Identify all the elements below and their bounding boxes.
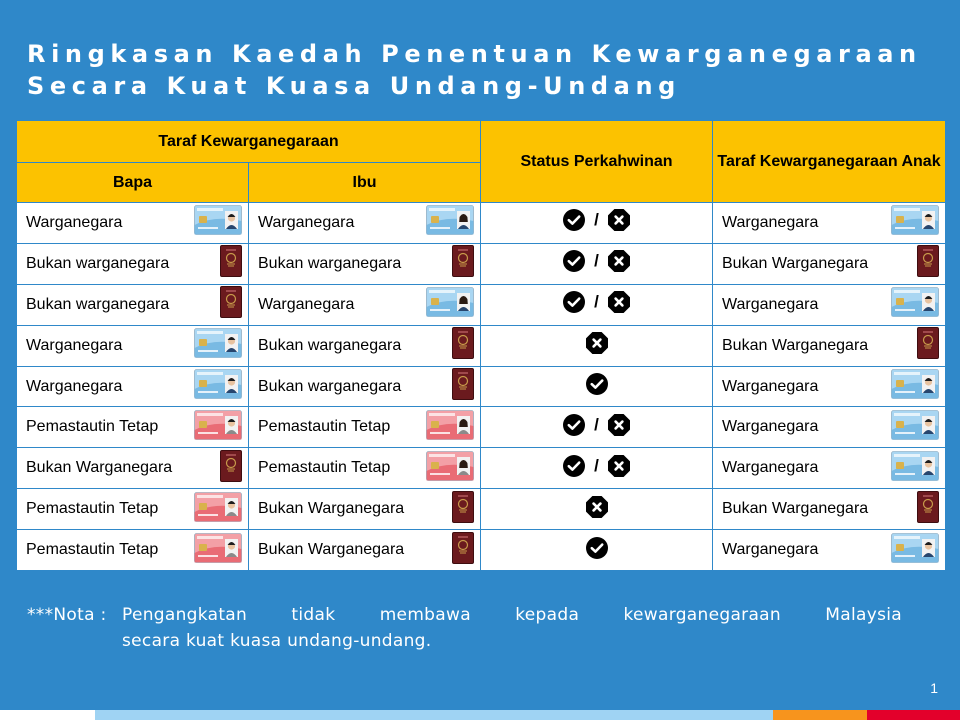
table-row	[17, 407, 946, 448]
header-mother: Ibu	[249, 163, 481, 203]
passport-icon	[220, 450, 242, 487]
header-marital-status: Status Perkahwinan	[481, 121, 713, 203]
child-cell	[713, 203, 946, 244]
mother-cell	[249, 284, 481, 325]
marital-status-cell	[481, 203, 713, 244]
father-status-text: Warganegara	[26, 336, 123, 354]
child-cell	[713, 448, 946, 489]
title-line-2: Secara Kuat Kuasa Undang-Undang	[27, 72, 681, 100]
passport-icon	[452, 368, 474, 405]
marital-status-cell	[481, 448, 713, 489]
cross-icon	[585, 331, 609, 355]
passport-icon	[220, 286, 242, 323]
mother-status-text: Bukan Warganegara	[258, 541, 405, 559]
table-row	[17, 448, 946, 489]
table-row	[17, 203, 946, 244]
mother-status-text: Bukan warganegara	[258, 377, 402, 395]
passport-icon	[452, 491, 474, 528]
child-cell	[713, 243, 946, 284]
table-row	[17, 530, 946, 571]
status-separator: /	[594, 414, 599, 434]
mother-cell	[249, 448, 481, 489]
father-cell	[17, 366, 249, 407]
check-icon	[562, 208, 586, 232]
child-cell	[713, 366, 946, 407]
marital-status-cell	[481, 530, 713, 571]
cross-icon	[607, 208, 631, 232]
mykad-blue-female-icon	[426, 205, 474, 240]
status-separator: /	[594, 251, 599, 271]
child-cell	[713, 489, 946, 530]
father-status-text: Pemastautin Tetap	[26, 418, 159, 436]
child-cell	[713, 407, 946, 448]
marital-status-cell	[481, 366, 713, 407]
mother-cell	[249, 203, 481, 244]
father-cell	[17, 284, 249, 325]
check-icon	[562, 290, 586, 314]
passport-icon	[917, 327, 939, 364]
passport-icon	[452, 532, 474, 569]
father-status-text: Warganegara	[26, 213, 123, 231]
father-cell	[17, 530, 249, 571]
mother-cell	[249, 366, 481, 407]
mykad-blue-icon	[891, 205, 939, 240]
child-status-text: Bukan Warganegara	[722, 336, 869, 354]
mypr-red-icon	[194, 492, 242, 527]
mypr-red-female-icon	[426, 410, 474, 445]
marital-status-cell	[481, 243, 713, 284]
mother-cell	[249, 530, 481, 571]
citizenship-table	[16, 120, 946, 571]
mykad-blue-icon	[194, 328, 242, 363]
footnote-label: ***Nota :	[27, 605, 107, 625]
status-separator: /	[594, 292, 599, 312]
table-row	[17, 284, 946, 325]
table-row	[17, 366, 946, 407]
child-status-text: Warganegara	[722, 377, 819, 395]
mykad-blue-icon	[194, 369, 242, 404]
child-status-text: Warganegara	[722, 295, 819, 313]
header-father: Bapa	[17, 163, 249, 203]
check-icon	[562, 249, 586, 273]
cross-icon	[607, 454, 631, 478]
footnote-line-2: secara kuat kuasa undang-undang.	[122, 631, 432, 651]
cross-icon	[607, 249, 631, 273]
mother-status-text: Pemastautin Tetap	[258, 418, 391, 436]
header-child-status: Taraf Kewarganegaraan Anak	[713, 121, 946, 203]
mother-cell	[249, 407, 481, 448]
passport-icon	[220, 245, 242, 282]
mother-status-text: Pemastautin Tetap	[258, 459, 391, 477]
status-separator: /	[594, 210, 599, 230]
mykad-blue-icon	[891, 287, 939, 322]
father-status-text: Warganegara	[26, 377, 123, 395]
table-row	[17, 243, 946, 284]
passport-icon	[917, 245, 939, 282]
footnote	[27, 602, 902, 654]
marital-status-cell	[481, 284, 713, 325]
child-cell	[713, 284, 946, 325]
footer-color-bar	[0, 710, 960, 720]
check-icon	[562, 454, 586, 478]
mypr-red-female-icon	[426, 451, 474, 486]
footnote-line-1: Pengangkatan tidak membawa kepada kewarganegaraan Malaysia	[122, 605, 902, 625]
father-status-text: Pemastautin Tetap	[26, 541, 159, 559]
check-icon	[562, 413, 586, 437]
footer-segment-orange	[773, 710, 867, 720]
table-body	[17, 203, 946, 571]
child-status-text: Bukan Warganegara	[722, 254, 869, 272]
status-separator: /	[594, 455, 599, 475]
father-status-text: Bukan warganegara	[26, 295, 170, 313]
slide-title	[27, 38, 922, 102]
passport-icon	[917, 491, 939, 528]
father-cell	[17, 203, 249, 244]
marital-status-cell	[481, 407, 713, 448]
mykad-blue-icon	[194, 205, 242, 240]
father-cell	[17, 489, 249, 530]
passport-icon	[452, 327, 474, 364]
mother-status-text: Warganegara	[258, 213, 355, 231]
mypr-red-icon	[194, 533, 242, 568]
child-status-text: Warganegara	[722, 418, 819, 436]
mykad-blue-icon	[891, 533, 939, 568]
check-icon	[585, 536, 609, 560]
header-parents-status: Taraf Kewarganegaraan	[17, 121, 481, 163]
mother-status-text: Bukan warganegara	[258, 336, 402, 354]
mykad-blue-icon	[891, 451, 939, 486]
father-cell	[17, 448, 249, 489]
mother-cell	[249, 489, 481, 530]
mother-cell	[249, 325, 481, 366]
table-row	[17, 489, 946, 530]
child-cell	[713, 530, 946, 571]
child-status-text: Warganegara	[722, 213, 819, 231]
cross-icon	[607, 413, 631, 437]
footer-segment-lightblue	[95, 710, 773, 720]
father-cell	[17, 325, 249, 366]
cross-icon	[607, 290, 631, 314]
mother-status-text: Bukan warganegara	[258, 254, 402, 272]
mother-cell	[249, 243, 481, 284]
child-status-text: Bukan Warganegara	[722, 500, 869, 518]
father-status-text: Bukan warganegara	[26, 254, 170, 272]
title-line-1: Ringkasan Kaedah Penentuan Kewarganegaraan	[27, 40, 922, 68]
footer-segment-red	[867, 710, 960, 720]
mother-status-text: Bukan Warganegara	[258, 500, 405, 518]
table-row	[17, 325, 946, 366]
child-status-text: Warganegara	[722, 541, 819, 559]
mykad-blue-icon	[891, 410, 939, 445]
check-icon	[585, 372, 609, 396]
footer-segment-white	[0, 710, 95, 720]
father-cell	[17, 407, 249, 448]
child-status-text: Warganegara	[722, 459, 819, 477]
marital-status-cell	[481, 325, 713, 366]
child-cell	[713, 325, 946, 366]
cross-icon	[585, 495, 609, 519]
mykad-blue-icon	[891, 369, 939, 404]
father-status-text: Pemastautin Tetap	[26, 500, 159, 518]
mother-status-text: Warganegara	[258, 295, 355, 313]
passport-icon	[452, 245, 474, 282]
mypr-red-icon	[194, 410, 242, 445]
father-cell	[17, 243, 249, 284]
page-number: 1	[930, 680, 938, 696]
marital-status-cell	[481, 489, 713, 530]
mykad-blue-female-icon	[426, 287, 474, 322]
father-status-text: Bukan Warganegara	[26, 459, 173, 477]
